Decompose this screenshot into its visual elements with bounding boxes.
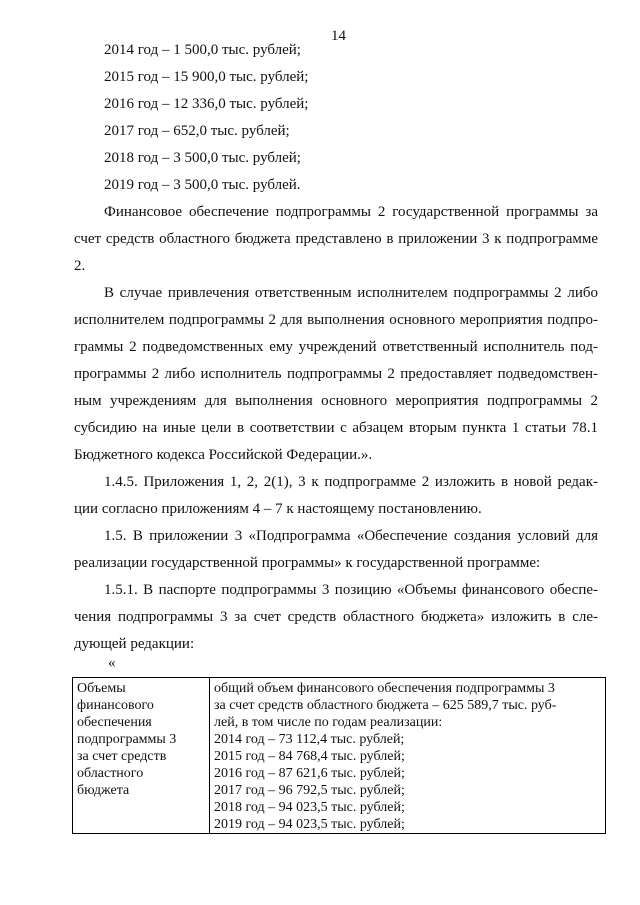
text-line: 1.5. В приложении 3 «Подпрограмма «Обеспечение создания условий для [104,528,598,544]
text-line: субсидию на иные цели в соответствии с абзацем вторым пункта 1 статьи 78.1 [74,420,598,436]
cell-line: 2015 год – 84 768,4 тыс. рублей; [214,749,405,764]
text-line: исполнителем подпрограммы 2 для выполнения основного мероприятия подпро- [74,312,598,328]
text-line: 1.4.5. Приложения 1, 2, 2(1), 3 к подпрограмме 2 изложить в новой редак- [104,474,598,490]
passport-table [72,677,606,834]
cell-line: финансового [77,698,154,713]
table-cell-value [210,678,606,834]
text-line: Бюджетного кодекса Российской Федерации.». [74,447,373,463]
text-line: В случае привлечения ответственным исполнителем подпрограммы 2 либо [104,285,598,301]
text-line: дующей редакции: [74,636,195,652]
year-line: 2014 год – 1 500,0 тыс. рублей; [104,42,301,58]
text-line: 1.5.1. В паспорте подпрограммы 3 позицию «Объемы финансового обеспе- [104,582,598,598]
cell-line: за счет средств областного бюджета – 625 589,7 тыс. руб- [214,698,557,713]
text-line: Финансовое обеспечение подпрограммы 2 государственной программы за [104,204,598,220]
year-line: 2019 год – 3 500,0 тыс. рублей. [104,177,301,193]
cell-line: Объемы [77,681,126,696]
text-line: программы 2 либо исполнитель подпрограммы 2 предоставляет подведомствен- [74,366,598,382]
year-line: 2016 год – 12 336,0 тыс. рублей; [104,96,309,112]
cell-line: обеспечения [77,715,152,730]
cell-line: за счет средств [77,749,167,764]
text-line: ным учреждениям для выполнения основного мероприятия подпрограммы 2 [74,393,598,409]
cell-line: лей, в том числе по годам реализации: [214,715,443,730]
cell-line: 2017 год – 96 792,5 тыс. рублей; [214,783,405,798]
text-line: 2. [74,258,86,274]
year-line: 2017 год – 652,0 тыс. рублей; [104,123,290,139]
text-line: граммы 2 подведомственных ему учреждений ответственный исполнитель под- [74,339,598,355]
text-line: чения подпрограммы 3 за счет средств областного бюджета» изложить в сле- [74,609,598,625]
cell-line: бюджета [77,783,130,798]
cell-line: 2019 год – 94 023,5 тыс. рублей; [214,817,405,832]
year-line: 2018 год – 3 500,0 тыс. рублей; [104,150,301,166]
page-number: 14 [331,28,346,44]
text-line: ции согласно приложениям 4 – 7 к настоящему постановлению. [74,501,482,517]
opening-quote: « [108,655,116,671]
cell-line: 2018 год – 94 023,5 тыс. рублей; [214,800,405,815]
table-cell-label [73,678,210,834]
text-line: счет средств областного бюджета представлено в приложении 3 к подпрограмме [74,231,598,247]
cell-line: 2014 год – 73 112,4 тыс. рублей; [214,732,405,747]
cell-line: общий объем финансового обеспечения подпрограммы 3 [214,681,555,696]
table-row [73,678,606,834]
text-line: реализации государственной программы» к государственной программе: [74,555,541,571]
cell-line: подпрограммы 3 [77,732,177,747]
cell-line: 2016 год – 87 621,6 тыс. рублей; [214,766,405,781]
cell-line: областного [77,766,144,781]
year-line: 2015 год – 15 900,0 тыс. рублей; [104,69,309,85]
